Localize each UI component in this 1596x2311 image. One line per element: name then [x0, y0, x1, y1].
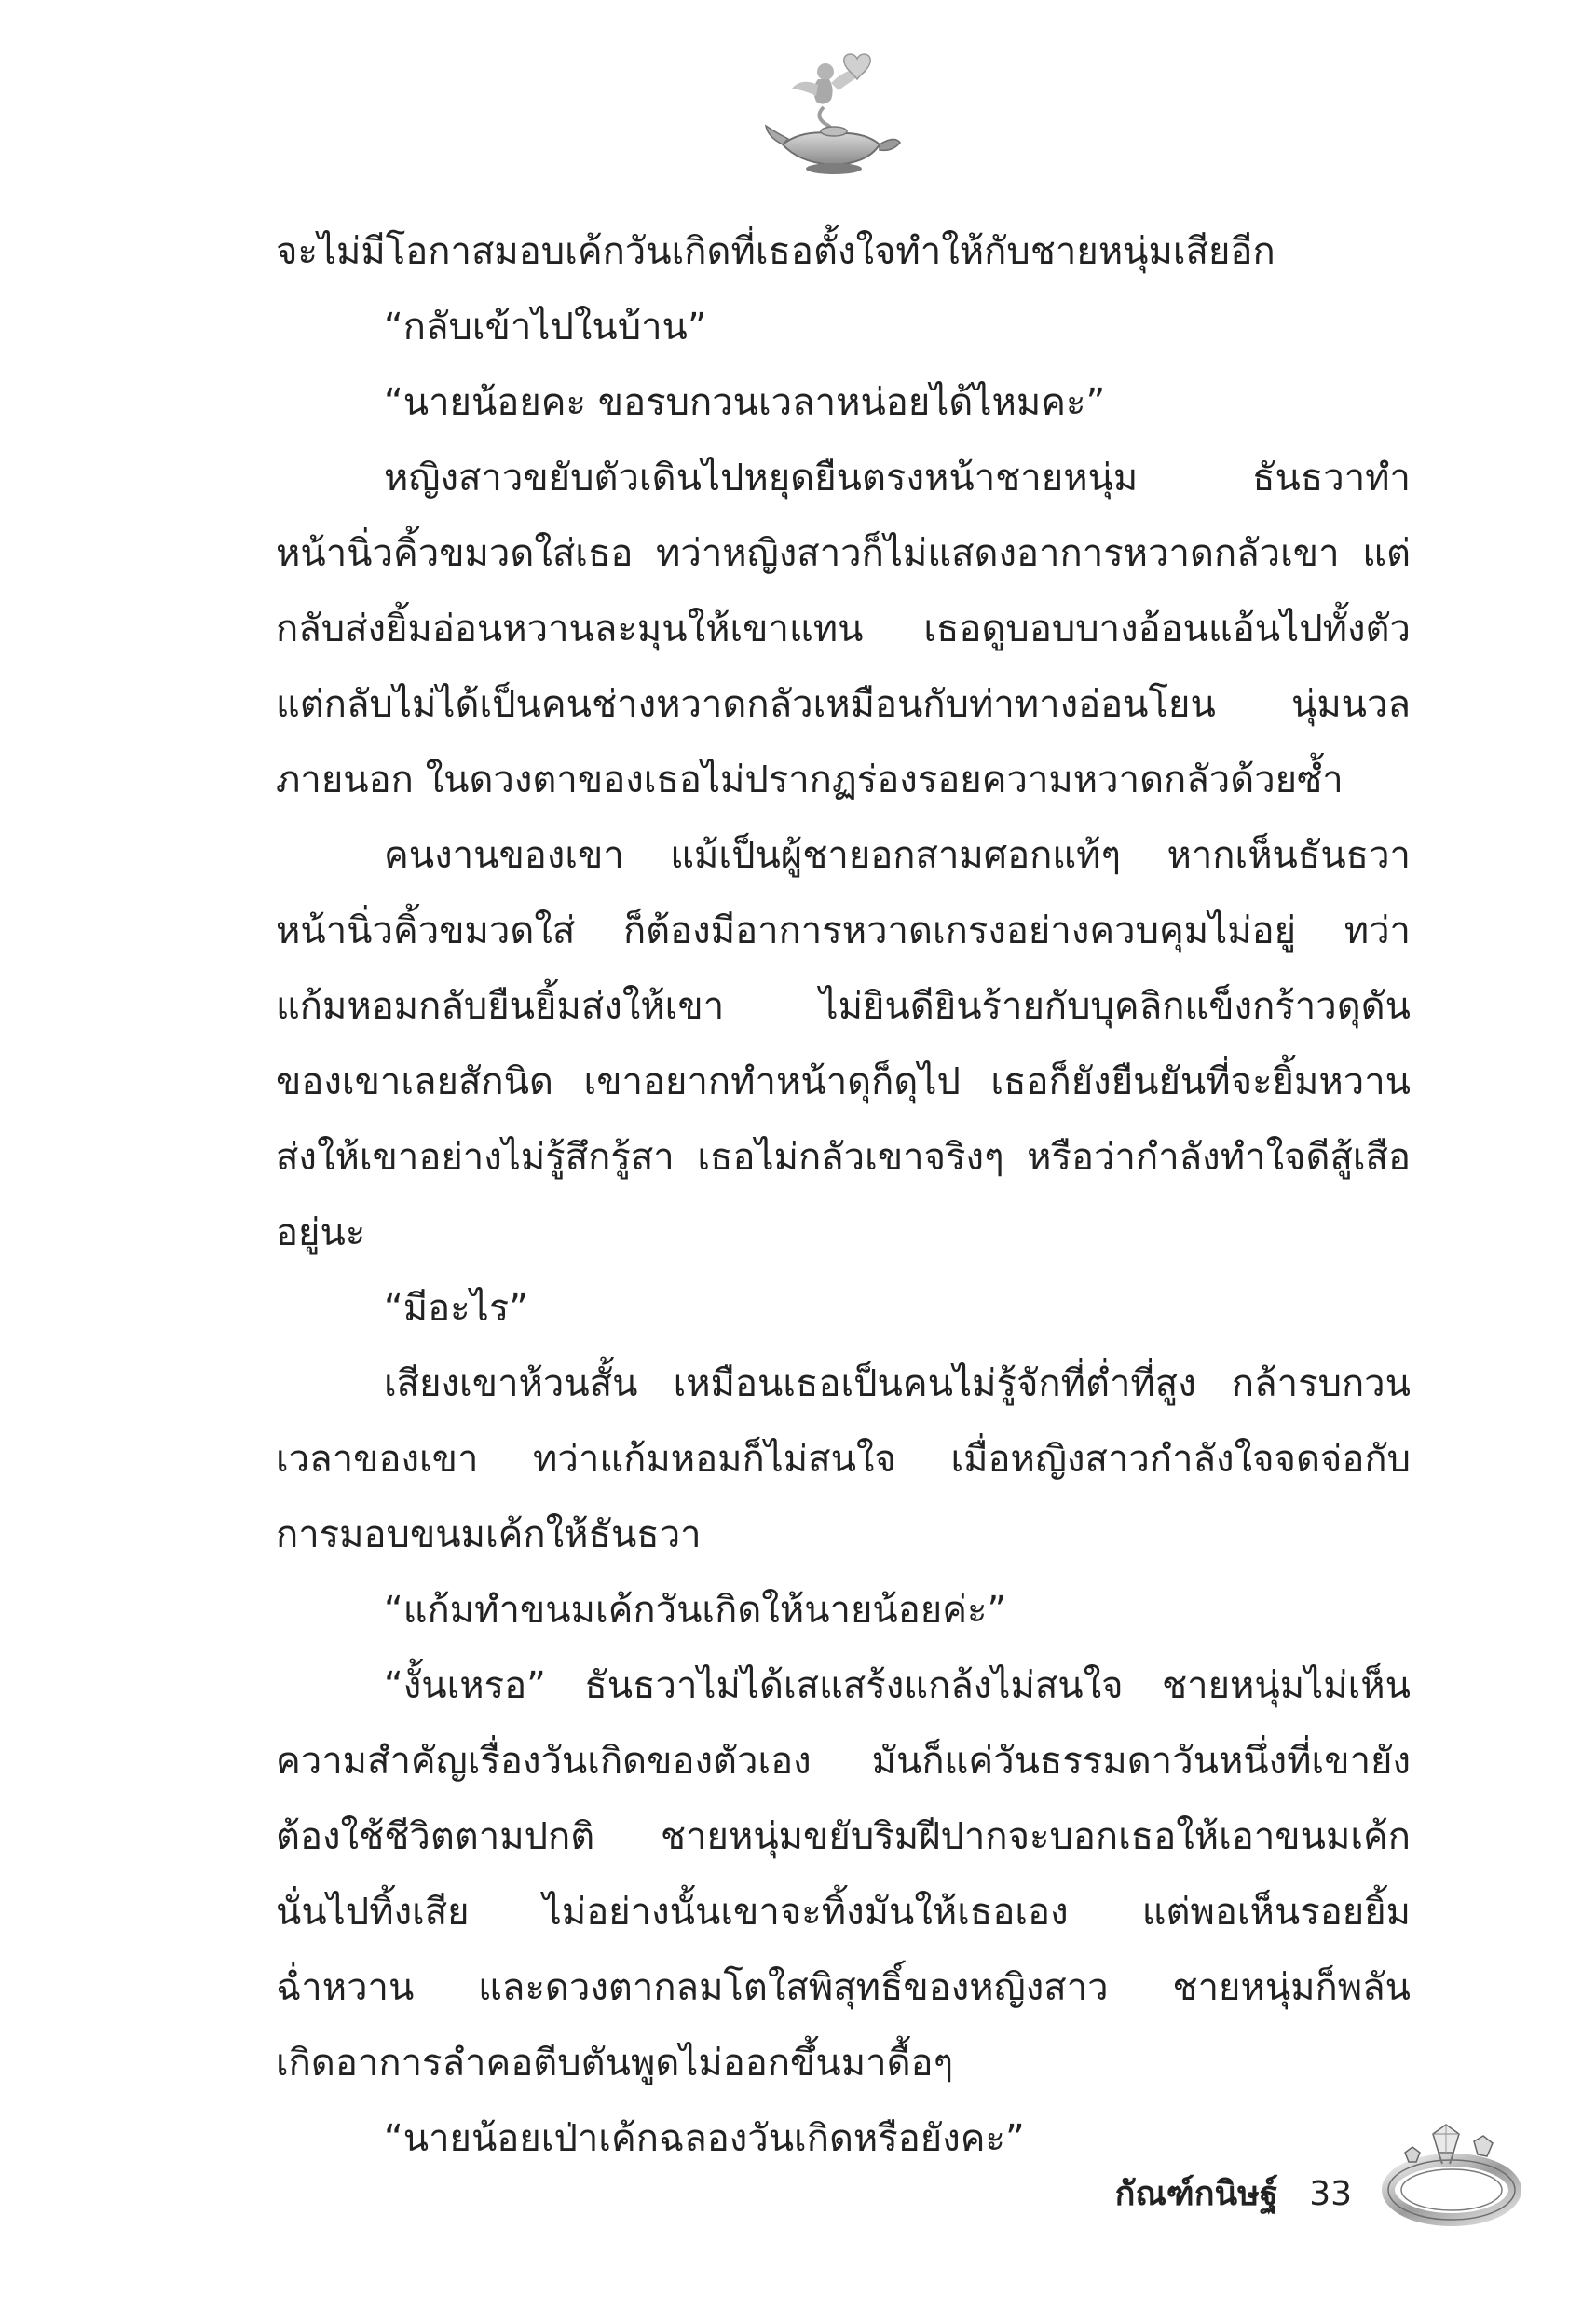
dialogue-line: “มีอะไร” — [384, 1287, 528, 1330]
text-line: เสียงเขาห้วนสั้น เหมือนเธอเป็นคนไม่รู้จักที่ต่ำที่สูง กล้ารบกวน — [384, 1362, 1411, 1405]
text-line: นั่นไปทิ้งเสีย ไม่อย่างนั้นเขาจะทิ้งมันให้เธอเอง แต่พอเห็นรอยยิ้ม — [276, 1891, 1411, 1934]
text-line: จะไม่มีโอกาสมอบเค้กวันเกิดที่เธอตั้งใจทำให้กับชายหนุ่มเสียอีก — [276, 230, 1275, 273]
text-line: เวลาของเขา ทว่าแก้มหอมก็ไม่สนใจ เมื่อหญิงสาวกำลังใจจดจ่อกับ — [276, 1438, 1411, 1481]
text-line: ส่งให้เขาอย่างไม่รู้สึกรู้สา เธอไม่กลัวเขาจริงๆ หรือว่ากำลังทำใจดีสู้เสือ — [276, 1136, 1411, 1179]
text-line: คนงานของเขา แม้เป็นผู้ชายอกสามศอกแท้ๆ หากเห็นธันธวา — [384, 834, 1411, 877]
text-line: กลับส่งยิ้มอ่อนหวานละมุนให้เขาแทน เธอดูบอบบางอ้อนแอ้นไปทั้งตัว — [276, 608, 1411, 650]
text-line: แก้มหอมกลับยืนยิ้มส่งให้เขา ไม่ยินดียินร้ายกับบุคลิกแข็งกร้าวดุดัน — [276, 985, 1411, 1028]
text-line: ความสำคัญเรื่องวันเกิดของตัวเอง มันก็แค่วันธรรมดาวันหนึ่งที่เขายัง — [276, 1740, 1411, 1783]
dialogue-line: “นายน้อยเป่าเค้กฉลองวันเกิดหรือยังคะ” — [384, 2117, 1025, 2160]
body-text — [276, 214, 1411, 2177]
text-line: หญิงสาวขยับตัวเดินไปหยุดยืนตรงหน้าชายหนุ่ม ธันธวาทำ — [384, 457, 1411, 499]
text-line: ต้องใช้ชีวิตตามปกติ ชายหนุ่มขยับริมฝีปากจะบอกเธอให้เอาขนมเค้ก — [276, 1815, 1411, 1858]
page-number: 33 — [1309, 2175, 1352, 2213]
text-line: หน้านิ่วคิ้วขมวดใส่เธอ ทว่าหญิงสาวก็ไม่แสดงอาการหวาดกลัวเขา แต่ — [276, 532, 1411, 575]
text-line: แต่กลับไม่ได้เป็นคนช่างหวาดกลัวเหมือนกับท่าทางอ่อนโยน นุ่มนวล — [276, 683, 1411, 726]
text-line: เกิดอาการลำคอตีบตันพูดไม่ออกขึ้นมาดื้อๆ — [276, 2042, 954, 2085]
genie-lamp-icon — [764, 51, 904, 182]
diamond-ring-icon — [1377, 2115, 1526, 2236]
text-line: ของเขาเลยสักนิด เขาอยากทำหน้าดุก็ดุไป เธอก็ยังยืนยันที่จะยิ้มหวาน — [276, 1060, 1411, 1103]
text-line: หน้านิ่วคิ้วขมวดใส่ ก็ต้องมีอาการหวาดเกรงอย่างควบคุมไม่อยู่ ทว่า — [276, 909, 1411, 952]
dialogue-line: “แก้มทำขนมเค้กวันเกิดให้นายน้อยค่ะ” — [384, 1589, 1007, 1632]
dialogue-line: “กลับเข้าไปในบ้าน” — [384, 306, 707, 349]
text-line: ภายนอก ในดวงตาของเธอไม่ปรากฏร่องรอยความหวาดกลัวด้วยซ้ำ — [276, 759, 1344, 801]
text-line: “งั้นเหรอ” ธันธวาไม่ได้เสแสร้งแกล้งไม่สนใจ ชายหนุ่มไม่เห็น — [384, 1664, 1411, 1707]
dialogue-line: “นายน้อยคะ ขอรบกวนเวลาหน่อยได้ไหมคะ” — [384, 381, 1106, 424]
text-line: ฉ่ำหวาน และดวงตากลมโตใสพิสุทธิ์ของหญิงสาว ชายหนุ่มก็พลัน — [276, 1966, 1411, 2009]
text-line: การมอบขนมเค้กให้ธันธวา — [276, 1513, 702, 1556]
text-line: อยู่นะ — [276, 1211, 366, 1254]
page-footer — [1115, 2167, 1352, 2220]
author-name: กัณฑ์กนิษฐ์ — [1114, 2175, 1278, 2213]
